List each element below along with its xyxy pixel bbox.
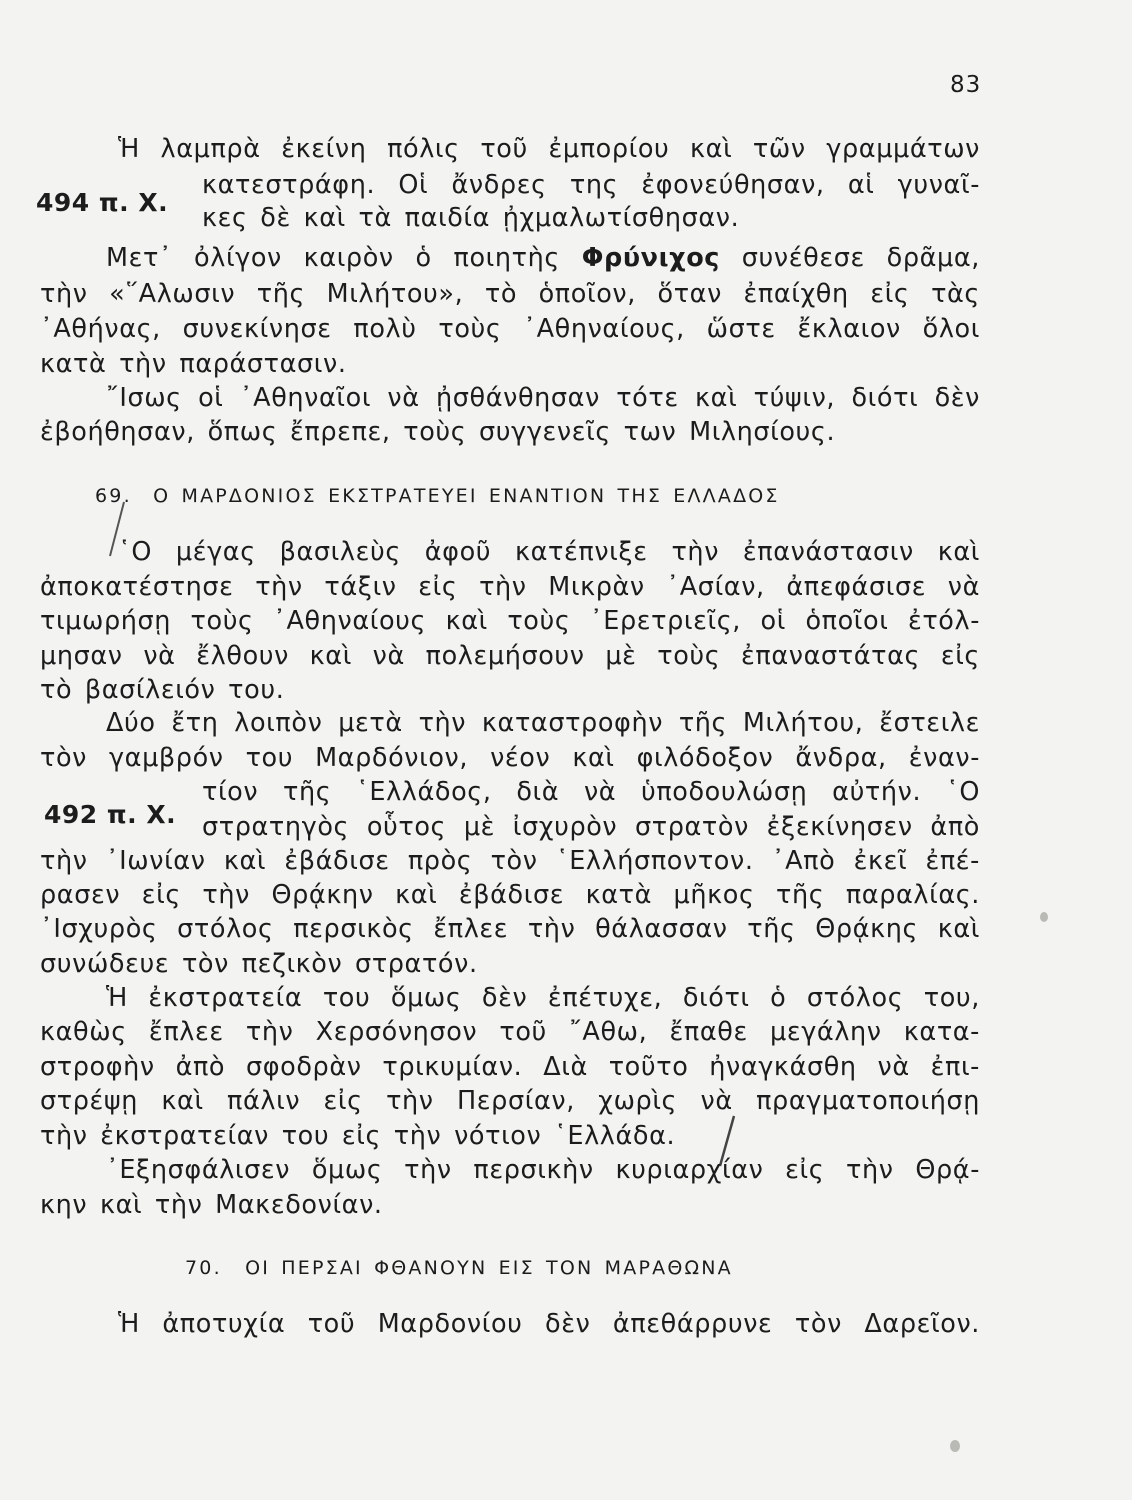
text-line: τὴν ἐκστρατείαν του εἰς τὴν νότιον ῾Ελλάδα. — [40, 1121, 676, 1151]
text-line: τιμωρήσῃ τοὺς ᾿Αθηναίους καὶ τοὺς ᾿Ερετριεῖς, οἱ ὁποῖοι ἐτόλ- — [40, 606, 980, 636]
text-line: συνώδευε τὸν πεζικὸν στρατόν. — [40, 949, 478, 979]
scan-speck — [950, 1440, 960, 1452]
text-line: στρατηγὸς οὗτος μὲ ἰσχυρὸν στρατὸν ἐξεκίνησεν ἀπὸ — [202, 812, 980, 842]
text-line: ῾Ο μέγας βασιλεὺς ἀφοῦ κατέπνιξε τὴν ἐπανάστασιν καὶ — [118, 537, 980, 567]
section-heading-70 — [185, 1257, 733, 1279]
text-line: κατεστράφη. Οἱ ἄνδρες της ἐφονεύθησαν, αἱ γυναῖ- — [202, 170, 980, 200]
section-number: 69. — [95, 485, 132, 507]
text-line: Ἡ ἀποτυχία τοῦ Μαρδονίου δὲν ἀπεθάρρυνε τὸν Δαρεῖον. — [118, 1309, 980, 1339]
text-line: ᾿Εξησφάλισεν ὅμως τὴν περσικὴν κυριαρχίαν εἰς τὴν Θρᾴ- — [106, 1155, 980, 1185]
text-line: τὴν «῞Αλωσιν τῆς Μιλήτου», τὸ ὁποῖον, ὅταν ἐπαίχθη εἰς τὰς — [40, 279, 980, 309]
text-line: στροφὴν ἀπὸ σφοδρὰν τρικυμίαν. Διὰ τοῦτο ἠναγκάσθη νὰ ἐπι- — [40, 1052, 980, 1082]
text-line: ᾿Αθήνας, συνεκίνησε πολὺ τοὺς ᾿Αθηναίους, ὥστε ἔκλαιον ὅλοι — [40, 314, 980, 344]
text-line: ἐβοήθησαν, ὅπως ἔπρεπε, τοὺς συγγενεῖς των Μιλησίους. — [40, 417, 836, 447]
text-fragment: Μετ᾿ ὀλίγον καιρὸν ὁ ποιητὴς — [106, 243, 560, 273]
text-line: καθὼς ἔπλεε τὴν Χερσόνησον τοῦ ῎Αθω, ἔπαθε μεγάλην κατα- — [40, 1017, 980, 1047]
text-line: μησαν νὰ ἔλθουν καὶ νὰ πολεμήσουν μὲ τοὺς ἐπαναστάτας εἰς — [40, 641, 980, 671]
text-line: τὴν ᾿Ιωνίαν καὶ ἐβάδισε πρὸς τὸν ῾Ελλήσποντον. ᾿Απὸ ἐκεῖ ἐπέ- — [40, 846, 980, 876]
text-line: τίον τῆς ῾Ελλάδος, διὰ νὰ ὑποδουλώσῃ αὐτήν. ῾Ο — [202, 777, 980, 807]
text-line — [106, 243, 980, 273]
text-line: Δύο ἔτη λοιπὸν μετὰ τὴν καταστροφὴν τῆς Μιλήτου, ἔστειλε — [106, 708, 980, 738]
text-line: ᾿Ισχυρὸς στόλος περσικὸς ἔπλεε τὴν θάλασσαν τῆς Θρᾴκης καὶ — [40, 914, 980, 944]
poet-name: Φρύνιχος — [581, 243, 721, 273]
section-title: Ο ΜΑΡΔΟΝΙΟΣ ΕΚΣΤΡΑΤΕΥΕΙ ΕΝΑΝΤΙΟΝ ΤΗΣ ΕΛΛΑΔΟΣ — [153, 485, 780, 507]
section-number: 70. — [185, 1257, 222, 1279]
scan-speck — [1040, 912, 1048, 922]
text-line: Ἡ λαμπρὰ ἐκείνη πόλις τοῦ ἐμπορίου καὶ τῶν γραμμάτων — [118, 134, 980, 164]
text-fragment: συνέθεσε δρᾶμα, — [741, 243, 980, 273]
margin-date-492: 492 π. Χ. — [44, 800, 177, 829]
section-title: ΟΙ ΠΕΡΣΑΙ ΦΘΑΝΟΥΝ ΕΙΣ ΤΟΝ ΜΑΡΑΘΩΝΑ — [245, 1257, 733, 1279]
text-line: ῎Ισως οἱ ᾿Αθηναῖοι νὰ ᾐσθάνθησαν τότε καὶ τύψιν, διότι δὲν — [106, 383, 980, 413]
margin-date-494: 494 π. Χ. — [36, 188, 169, 217]
text-line: κην καὶ τὴν Μακεδονίαν. — [40, 1190, 383, 1220]
text-line: τὸ βασίλειόν του. — [40, 675, 285, 705]
text-line: ρασεν εἰς τὴν Θρᾴκην καὶ ἐβάδισε κατὰ μῆκος τῆς παραλίας. — [40, 880, 980, 910]
text-line: Ἡ ἐκστρατεία του ὅμως δὲν ἐπέτυχε, διότι ὁ στόλος του, — [106, 983, 980, 1013]
page-number: 83 — [950, 72, 982, 98]
text-line: κατὰ τὴν παράστασιν. — [40, 349, 347, 379]
text-line: στρέψῃ καὶ πάλιν εἰς τὴν Περσίαν, χωρὶς νὰ πραγματοποιήσῃ — [40, 1086, 980, 1116]
text-line: κες δὲ καὶ τὰ παιδία ᾐχμαλωτίσθησαν. — [202, 203, 740, 233]
section-heading-69 — [95, 485, 780, 507]
text-line: τὸν γαμβρόν του Μαρδόνιον, νέον καὶ φιλόδοξον ἄνδρα, ἐναν- — [40, 743, 980, 773]
text-line: ἀποκατέστησε τὴν τάξιν εἰς τὴν Μικρὰν ᾿Ασίαν, ἀπεφάσισε νὰ — [40, 572, 980, 602]
